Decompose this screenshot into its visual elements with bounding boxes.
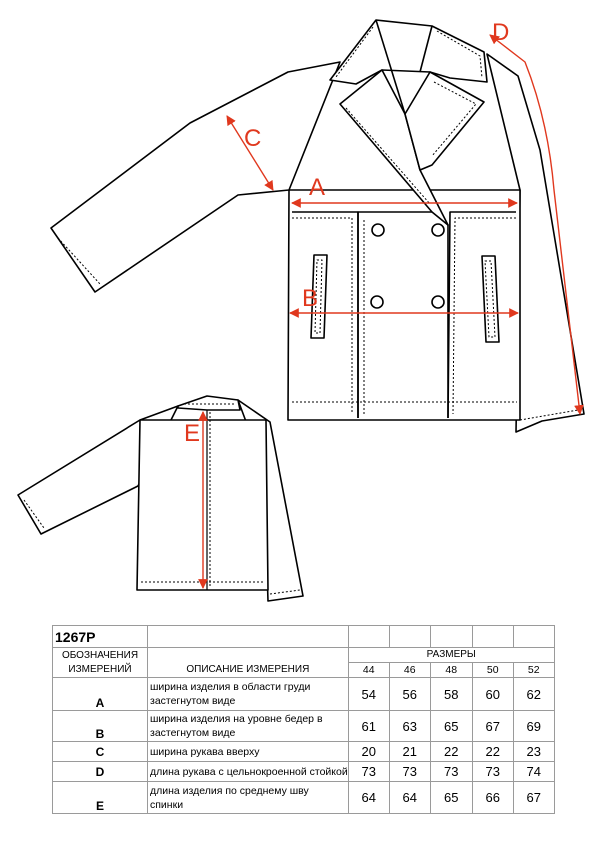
front-button	[371, 296, 383, 308]
measure-description: длина рукава с цельнокроенной стойкой	[148, 762, 349, 782]
size-value: 74	[513, 762, 554, 782]
measure-label-e: E	[184, 420, 201, 447]
size-label: 48	[430, 663, 472, 678]
measure-code: C	[53, 742, 148, 762]
front-collar	[330, 20, 487, 84]
measure-description: ширина изделия на уровне бедер в застегнутом виде	[148, 711, 349, 742]
size-value: 73	[472, 762, 513, 782]
size-label: 50	[472, 663, 513, 678]
header-codes: ОБОЗНАЧЕНИЯ ИЗМЕРЕНИЙ	[53, 648, 148, 678]
measure-label-c: C	[244, 125, 262, 152]
size-label: 46	[389, 663, 430, 678]
empty-cell	[513, 626, 554, 648]
size-value: 67	[472, 711, 513, 742]
size-value: 65	[430, 782, 472, 814]
size-value: 23	[513, 742, 554, 762]
table-row	[53, 742, 555, 762]
front-right-lapel	[405, 72, 484, 170]
size-value: 69	[513, 711, 554, 742]
header-sizes: РАЗМЕРЫ	[348, 648, 554, 663]
empty-cell	[148, 626, 349, 648]
size-value: 73	[389, 762, 430, 782]
empty-cell	[348, 626, 389, 648]
size-value: 61	[348, 711, 389, 742]
size-value: 64	[348, 782, 389, 814]
size-chart-table	[52, 625, 555, 814]
front-button	[432, 296, 444, 308]
back-collar	[178, 396, 240, 410]
jacket-front-view	[51, 20, 584, 432]
size-value: 73	[348, 762, 389, 782]
measure-code: B	[53, 711, 148, 742]
size-value: 66	[472, 782, 513, 814]
measure-label-a: A	[309, 174, 326, 201]
measure-code: D	[53, 762, 148, 782]
size-value: 22	[430, 742, 472, 762]
size-value: 64	[389, 782, 430, 814]
empty-cell	[389, 626, 430, 648]
table-row	[53, 711, 555, 742]
measure-label-b: B	[302, 285, 319, 312]
model-number: 1267P	[53, 626, 148, 648]
size-label: 44	[348, 663, 389, 678]
size-value: 56	[389, 678, 430, 711]
size-value: 65	[430, 711, 472, 742]
size-value: 67	[513, 782, 554, 814]
measure-code: E	[53, 782, 148, 814]
table-row	[53, 678, 555, 711]
size-value: 20	[348, 742, 389, 762]
measure-description: длина изделия по среднему шву спинки	[148, 782, 349, 814]
size-value: 58	[430, 678, 472, 711]
empty-cell	[430, 626, 472, 648]
front-button	[372, 224, 384, 236]
size-value: 63	[389, 711, 430, 742]
size-value: 60	[472, 678, 513, 711]
measure-description: ширина изделия в области груди застегнутом виде	[148, 678, 349, 711]
measure-description: ширина рукава вверху	[148, 742, 349, 762]
table-row	[53, 762, 555, 782]
size-value: 73	[430, 762, 472, 782]
size-label: 52	[513, 663, 554, 678]
size-value: 54	[348, 678, 389, 711]
table-row	[53, 782, 555, 814]
measure-code: A	[53, 678, 148, 711]
header-description: ОПИСАНИЕ ИЗМЕРЕНИЯ	[148, 648, 349, 678]
size-value: 62	[513, 678, 554, 711]
jacket-back-view	[18, 396, 303, 601]
front-button	[432, 224, 444, 236]
empty-cell	[472, 626, 513, 648]
size-value: 21	[389, 742, 430, 762]
size-value: 22	[472, 742, 513, 762]
measure-label-d: D	[492, 19, 510, 46]
